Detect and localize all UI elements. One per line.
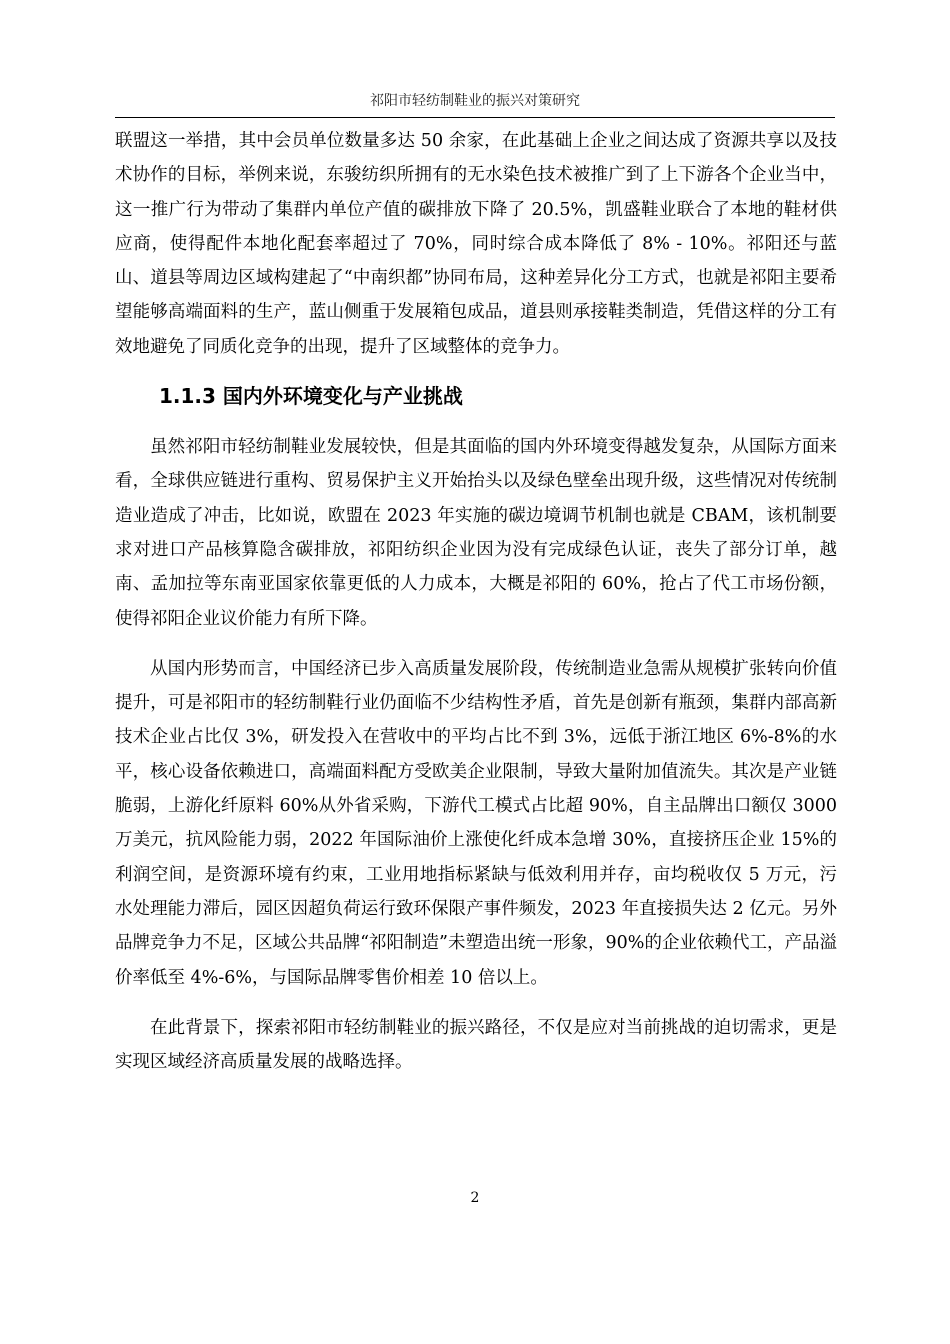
- header-rule: [115, 117, 835, 118]
- body-text: [115, 124, 837, 1079]
- section-heading: 1.1.3 国内外环境变化与产业挑战: [159, 384, 463, 409]
- paragraph-continued: 联盟这一举措，其中会员单位数量多达 50 余家，在此基础上企业之间达成了资源共享以及技术协作的目标，举例来说，东骏纺织所拥有的无水染色技术被推广到了上下游各个企业当中，这一推广行为带动了集群内单位产值的碳排放下降了 20.5%，凯盛鞋业联合了本地的鞋材供应商，使得配件本地化配套率超过了 70%，同时综合成本降低了 8% - 10%。祁阳还与蓝山、道县等周边区域构建起了“中南织都”协同布局，这种差异化分工方式，也就是祁阳主要希望能够高端面料的生产，蓝山侧重于发展箱包成品，道县则承接鞋类制造，凭借这样的分工有效地避免了同质化竞争的出现，提升了区域整体的竞争力。: [115, 131, 837, 357]
- paragraph-international: 虽然祁阳市轻纺制鞋业发展较快，但是其面临的国内外环境变得越发复杂，从国际方面来看，全球供应链进行重构、贸易保护主义开始抬头以及绿色壁垒出现升级，这些情况对传统制造业造成了冲击，比如说，欧盟在 2023 年实施的碳边境调节机制也就是 CBAM，该机制要求对进口产品核算隐含碳排放，祁阳纺织企业因为没有完成绿色认证，丧失了部分订单，越南、孟加拉等东南亚国家依靠更低的人力成本，大概是祁阳的 60%，抢占了代工市场份额，使得祁阳企业议价能力有所下降。: [115, 437, 837, 629]
- paragraph-conclusion: 在此背景下，探索祁阳市轻纺制鞋业的振兴路径，不仅是应对当前挑战的迫切需求，更是实现区域经济高质量发展的战略选择。: [115, 1017, 837, 1073]
- paragraph-domestic: 从国内形势而言，中国经济已步入高质量发展阶段，传统制造业急需从规模扩张转向价值提升，可是祁阳市的轻纺制鞋行业仍面临不少结构性矛盾，首先是创新有瓶颈，集群内部高新技术企业占比仅 3%，研发投入在营收中的平均占比不到 3%，远低于浙江地区 6%-8%的水平，核心设备依赖进口，高端面料配方受欧美企业限制，导致大量附加值流失。其次是产业链脆弱，上游化纤原料 60%从外省采购，下游代工模式占比超 90%，自主品牌出口额仅 3000 万美元，抗风险能力弱，2022 年国际油价上涨使化纤成本急增 30%，直接挤压企业 15%的利润空间，是资源环境有约束，工业用地指标紧缺与低效利用并存，亩均税收仅 5 万元，污水处理能力滞后，园区因超负荷运行致环保限产事件频发，2023 年直接损失达 2 亿元。另外品牌竞争力不足，区域公共品牌“祁阳制造”未塑造出统一形象，90%的企业依赖代工，产品溢价率低至 4%-6%，与国际品牌零售价相差 10 倍以上。: [115, 658, 837, 988]
- running-header: 祁阳市轻纺制鞋业的振兴对策研究: [370, 93, 580, 109]
- page-number: 2: [470, 1190, 480, 1206]
